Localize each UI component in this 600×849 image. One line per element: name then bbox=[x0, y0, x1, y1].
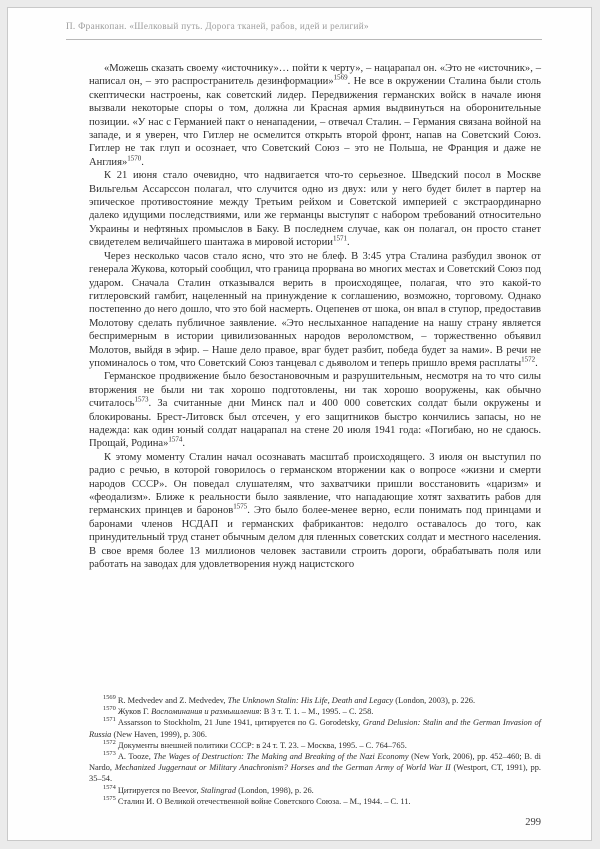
italic-citation: The Unknown Stalin: His Life, Death and Legacy bbox=[227, 696, 394, 705]
footnote-number: 1574 bbox=[103, 783, 116, 791]
footnote: $^{1574}$ Цитируется по Beevor, Stalingrad (London, 1998), p. 26. bbox=[103, 783, 314, 795]
running-header: П. Франкопан. «Шелковый путь. Дорога тканей, рабов, идей и религий» bbox=[66, 21, 369, 31]
footnote: $^{1571}$ Assarsson to Stockholm, 21 June 1941, цитируется по G. Gorodetsky, Grand Delusion: Stalin and the German Invasion of Russia (New Haven, 1999), p. 306. bbox=[89, 716, 541, 739]
body-text bbox=[89, 62, 541, 571]
footnote-number: 1572 bbox=[103, 739, 116, 747]
italic-citation: The Wages of Destruction: The Making and Breaking of the Nazi Economy bbox=[153, 752, 409, 762]
footnote-ref: 1573 bbox=[134, 395, 149, 404]
footnote-number: 1571 bbox=[103, 716, 116, 724]
paragraph: Через несколько часов стало ясно, что это не блеф. В 3:45 утра Сталина разбудил звонок от генерала Жукова, который сообщил, что граница прорвана во многих местах и Советский Союз под ударом. Сначала Сталин отказывался верить в происходящее, полагая, что это какой-то гитлеровский гамбит, нацеленный на принуждение к соглашению, возможно, торговому. Однако постепенно до него дошло, что это бой насмерть. Оцепенев от шока, он впал в ступор, предоставив Молотову сделать публичное заявление. «Это неслыханное нападение на нашу страну является беспримерным в истории цивилизованных народов вероломством, – торжественно объявил Молотов, выйдя в эфир. – Наше дело правое, враг будет разбит, победа будет за нами». В речи не упоминалось о том, что Советский Союз танцевал с дьяволом и теперь пришло время расплаты$^{1572}$. bbox=[89, 250, 541, 369]
footnote-ref: 1571 bbox=[332, 234, 347, 243]
footnote-ref: 1574 bbox=[168, 435, 183, 444]
footnote-number: 1575 bbox=[103, 795, 116, 803]
paragraph: К этому моменту Сталин начал осознавать масштаб происходящего. 3 июля он выступил по радио с речью, в которой говорилось о германском вторжении как о вопросе «жизни и смерти народов СССР». Он поведал слушателям, что захватчики пришли восстановить «царизм» и «феодализм». Ближе к реальности было заявление, что нападающие хотят захватить рабов для германских принцев и баронов$^{1575}$. Это было более-менее верно, если понимать под принцами и баронами членов НСДАП и германских фабрикантов: недолго оставалось до того, как принудительный труд станет обычным делом для пленных советских солдат и местного населения. В свое время более 13 миллионов человек заставили строить дороги, обрабатывать поля или работать на заводах для удовлетворения нужд нацистского bbox=[89, 451, 541, 571]
footnote-number: 1569 bbox=[103, 694, 116, 702]
footnote: $^{1570}$ Жуков Г. Воспоминания и размышления: В 3 т. Т. 1. – М., 1995. – С. 258. bbox=[103, 705, 374, 717]
footnote-number: 1573 bbox=[103, 750, 116, 758]
page-number: 299 bbox=[525, 817, 541, 828]
footnote: $^{1573}$ A. Tooze, The Wages of Destruction: The Making and Breaking of the Nazi Economy (New York, 2006), pp. 452–460; B. di Nardo, Mechanized Juggernaut or Military Anachronism? Horses and the German Army of World War II (Westport, CT, 1991), pp. 35–54. bbox=[89, 750, 541, 784]
footnote: $^{1569}$ R. Medvedev and Z. Medvedev, The Unknown Stalin: His Life, Death and Legacy (London, 2003), p. 226. bbox=[103, 694, 476, 705]
italic-citation: Stalingrad bbox=[200, 785, 237, 795]
footnote: $^{1572}$ Документы внешней политики СССР: в 24 т. Т. 23. – Москва, 1995. – С. 764–765. bbox=[103, 739, 407, 750]
italic-citation: Воспоминания и размышления bbox=[151, 707, 260, 717]
footnote-ref: 1570 bbox=[127, 154, 142, 163]
footnotes-section bbox=[89, 695, 541, 807]
header-rule bbox=[66, 39, 542, 40]
footnote-ref: 1569 bbox=[333, 73, 348, 82]
italic-citation: Grand Delusion: Stalin and the German Invasion of Russia bbox=[89, 718, 541, 739]
book-page bbox=[7, 7, 592, 841]
footnote-ref: 1575 bbox=[233, 502, 248, 511]
italic-citation: Mechanized Juggernaut or Military Anachronism? Horses and the German Army of World War II bbox=[114, 763, 451, 773]
footnote-number: 1570 bbox=[103, 705, 116, 713]
paragraph: Германское продвижение было безостановочным и разрушительным, несмотря на то что силы вторжения не были ни так хорошо подготовлены, ни так хорошо вооружены, как обычно считалось$^{1573}$. За считанные дни Минск пал и 400 000 советских солдат были окружены и блокированы. Брест-Литовск был отсечен, у его защитников быстро кончились запасы, но не надежда: как один юный солдат нацарапал на стене 20 июля 1941 года: «Погибаю, но не сдаюсь. Прощай, Родина»$^{1574}$. bbox=[89, 371, 541, 450]
paragraph: «Можешь сказать своему «источнику»… пойти к черту», – нацарапал он. «Это не «источник», – написал он, – это распространитель дезинформации»$^{1569}$. Не все в окружении Сталина были столь скептически настроены, как советский лидер. Передвижения германских войск в начале июня вызвали некоторые споры о том, должна ли Красная армия выдвинуться на оборонительные позиции. «У нас с Германией пакт о ненападении, – отвечал Сталин. – Германия связана войной на западе, и я уверен, что Гитлер не осмелится открыть второй фронт, напав на Советский Союз. Гитлер не так глуп и осознает, что Советский Союз – это не Польша, не Франция и даже не Англия»$^{1570}$. bbox=[89, 63, 541, 168]
footnote: $^{1575}$ Сталин И. О Великой отечественной войне Советского Союза. – М., 1944. – С. 11. bbox=[103, 795, 411, 806]
footnote-ref: 1572 bbox=[521, 355, 536, 364]
paragraph: К 21 июня стало очевидно, что надвигается что-то серьезное. Шведский посол в Москве Вильгельм Ассарссон полагал, что случится одно из двух: или у него будет билет в партер на эпическое противостояние между Третьим рейхом и Советской империей с экстраординарно далеко идущими последствиями, или же германцы выступят с набором требований относительно Украины и нефтяных промыслов в Баку. В последнем случае, как он полагал, он просто станет свидетелем величайшего шантажа в мировой истории$^{1571}$. bbox=[89, 170, 541, 249]
